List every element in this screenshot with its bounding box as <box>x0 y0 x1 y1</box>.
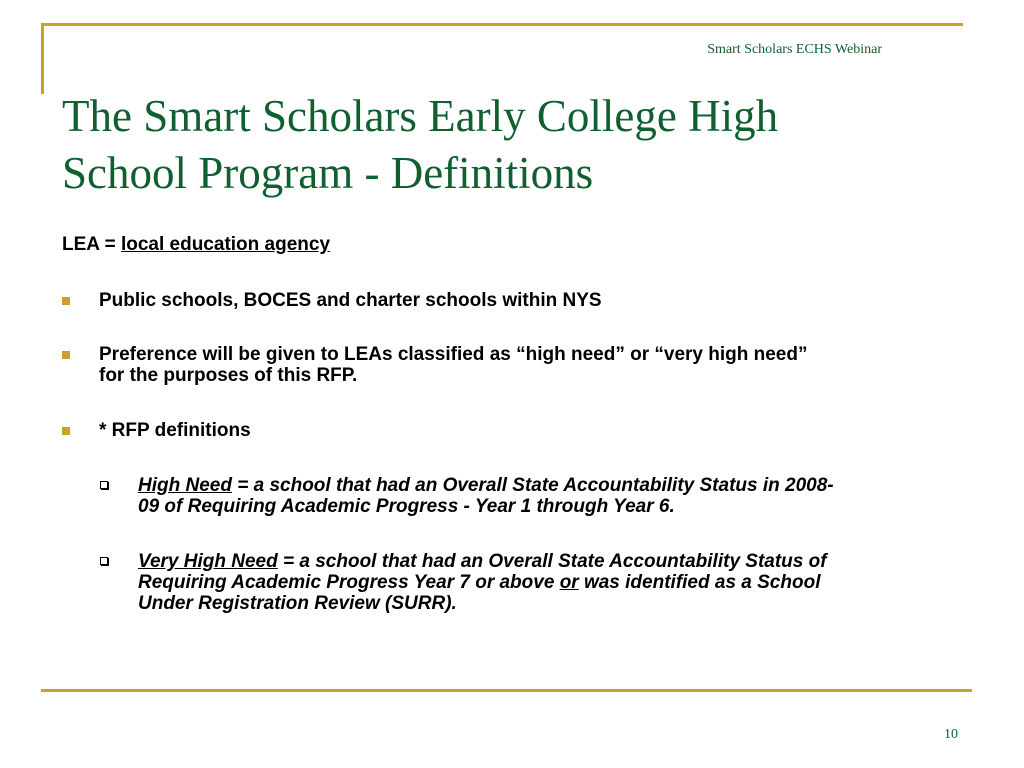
bullet-line: * RFP definitions <box>99 420 251 441</box>
definition-line: Under Registration Review (SURR). <box>138 593 457 614</box>
definition-line: 09 of Requiring Academic Progress - Year 1 through Year 6. <box>138 496 675 517</box>
lea-term: local education agency <box>120 234 331 255</box>
bullet-line: Preference will be given to LEAs classified as “high need” or “very high need” <box>99 344 808 365</box>
definition-text <box>138 551 974 614</box>
definition-line: = a school that had an Overall State Accountability Status of <box>277 551 827 572</box>
lea-prefix: LEA = <box>62 234 121 255</box>
slide-title <box>62 88 962 202</box>
hollow-square-bullet-icon <box>100 557 108 565</box>
bullet-text <box>99 344 959 386</box>
bullet-text <box>99 290 959 311</box>
bullet-text <box>99 420 959 441</box>
title-line-2: School Program - Definitions <box>62 148 594 198</box>
hollow-square-bullet-icon <box>100 481 108 489</box>
definition-line: was identified as a School <box>578 572 821 593</box>
frame-left-rule <box>41 23 44 94</box>
definition-line: Requiring Academic Progress Year 7 or above <box>138 572 560 593</box>
definition-term: Very High Need <box>138 551 278 572</box>
definition-emphasis: or <box>559 572 579 593</box>
definition-line: = a school that had an Overall State Accountability Status in 2008- <box>231 475 834 496</box>
square-bullet-icon <box>62 351 70 359</box>
header-label: Smart Scholars ECHS Webinar <box>707 42 882 57</box>
definition-term: High Need <box>138 475 232 496</box>
definition-text <box>138 475 974 517</box>
frame-top-rule <box>41 23 963 26</box>
lea-definition <box>62 234 330 256</box>
bullet-line: for the purposes of this RFP. <box>99 365 358 386</box>
square-bullet-icon <box>62 427 70 435</box>
bullet-line: Public schools, BOCES and charter schools within NYS <box>99 290 602 311</box>
frame-bottom-rule <box>41 689 972 692</box>
square-bullet-icon <box>62 297 70 305</box>
page-number: 10 <box>944 727 958 742</box>
title-line-1: The Smart Scholars Early College High <box>62 91 779 141</box>
